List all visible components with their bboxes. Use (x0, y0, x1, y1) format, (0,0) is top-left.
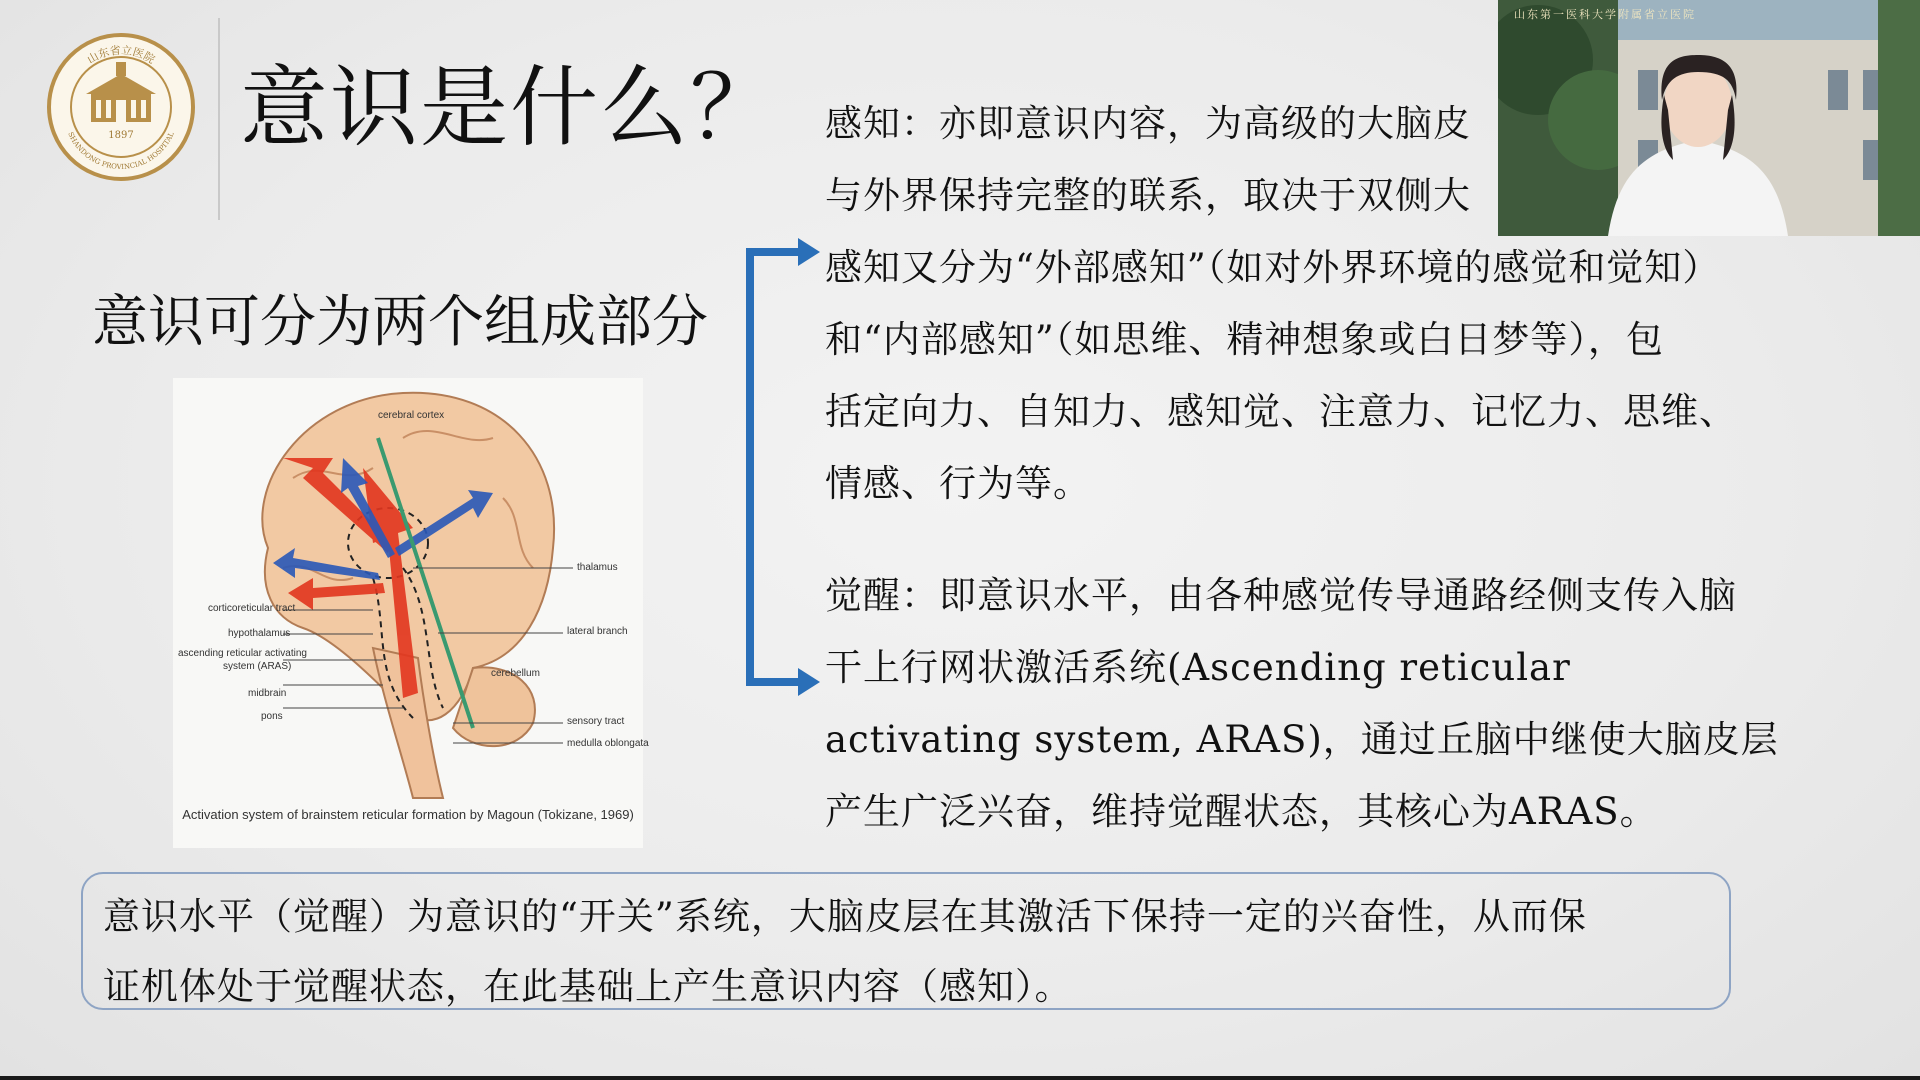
perception-line: 情感、行为等。 (825, 462, 1091, 505)
perception-line: 与外界保持完整的联系，取决于双侧大 (825, 174, 1471, 217)
slide-title: 意识是什么？ (240, 56, 781, 159)
logo-year: 1897 (108, 130, 134, 141)
arousal-line: activating system, ARAS)，通过丘脑中继使大脑皮层 (825, 718, 1779, 761)
logo-arc-bottom: SHANDONG PROVINCIAL HOSPITAL (66, 130, 176, 172)
label-lateral-branch: lateral branch (567, 626, 628, 637)
presenter-video[interactable] (1498, 0, 1920, 236)
subtitle: 意识可分为两个组成部分 (92, 290, 708, 355)
logo-arc-top: 山东省立医院 (84, 43, 158, 67)
bracket-arrow (730, 230, 830, 710)
perception-line: 感知又分为“外部感知”（如对外界环境的感觉和觉知） (825, 246, 1721, 289)
hospital-logo (46, 32, 196, 182)
presenter-video-frame (1498, 0, 1920, 236)
arousal-line: 产生广泛兴奋，维持觉醒状态，其核心为ARAS。 (825, 790, 1658, 833)
label-pons: pons (261, 711, 283, 722)
label-aras-2: system (ARAS) (223, 661, 292, 672)
summary-line: 证机体处于觉醒状态，在此基础上产生意识内容（感知）。 (103, 965, 1073, 1008)
label-cerebellum: cerebellum (491, 668, 540, 679)
label-cerebral-cortex: cerebral cortex (378, 410, 445, 421)
label-corticoreticular: corticoreticular tract (208, 603, 296, 614)
summary-box (81, 872, 1731, 1010)
bottom-bar (0, 1076, 1920, 1080)
figure-caption: Activation system of brainstem reticular formation by Magoun (Tokizane, 1969) (182, 807, 634, 822)
label-sensory-tract: sensory tract (567, 716, 625, 727)
label-hypothalamus: hypothalamus (228, 628, 291, 639)
label-aras-1: ascending reticular activating (178, 648, 307, 659)
arousal-line: 干上行网状激活系统(Ascending reticular (825, 646, 1571, 689)
perception-line: 括定向力、自知力、感知觉、注意力、记忆力、思维、 (825, 390, 1737, 433)
label-medulla: medulla oblongata (567, 738, 649, 749)
label-midbrain: midbrain (248, 688, 287, 699)
video-banner: 山东第一医科大学附属省立医院 (1514, 8, 1696, 21)
label-thalamus: thalamus (577, 562, 618, 573)
perception-line: 感知：亦即意识内容，为高级的大脑皮 (825, 102, 1471, 145)
brain-figure (173, 378, 649, 848)
arousal-paragraph (825, 560, 1835, 848)
perception-line: 和“内部感知”（如思维、精神想象或白日梦等），包 (825, 318, 1664, 361)
summary-text (103, 882, 1709, 1022)
logo-divider (218, 18, 220, 220)
arousal-line: 觉醒：即意识水平，由各种感觉传导通路经侧支传入脑 (825, 574, 1737, 617)
summary-line: 意识水平（觉醒）为意识的“开关”系统，大脑皮层在其激活下保持一定的兴奋性，从而保 (103, 895, 1587, 938)
